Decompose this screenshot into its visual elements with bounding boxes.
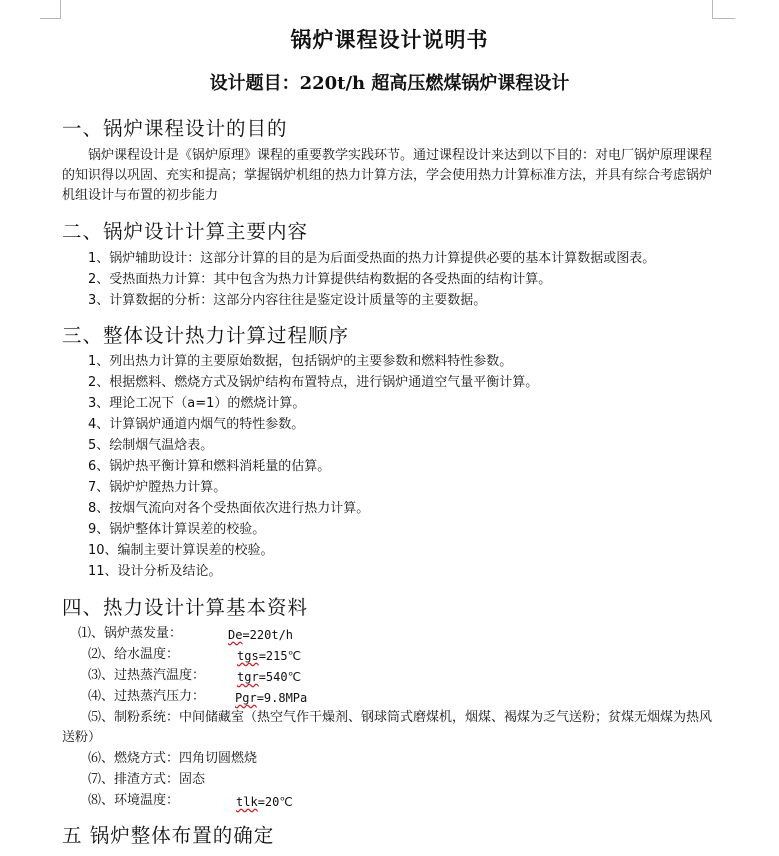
list-item: 11、设计分析及结论。	[88, 564, 222, 579]
section-purpose-paragraph: 锅炉课程设计是《锅炉原理》课程的重要教学实践环节。通过课程设计来达到以下目的：对电厂锅炉原理课程的知识得以巩固、充实和提高；掌握锅炉机组的热力计算方法，学会使用热力计算标准方法，并具有综合考虑锅炉机组设计与布置的初步能力	[62, 148, 713, 203]
spec-value	[237, 646, 301, 666]
spec-value	[235, 688, 307, 708]
spec-superheat-pressure	[88, 687, 308, 707]
spec-label: ⑻、环境温度：	[88, 793, 180, 808]
page-corner-mark-right	[712, 0, 735, 19]
spec-slag-discharge: ⑺、排渣方式：固态	[88, 772, 206, 787]
list-item: 3、计算数据的分析：这部分内容往往是鉴定设计质量等的主要数据。	[88, 293, 487, 308]
section-heading-layout: 五 锅炉整体布置的确定	[62, 824, 275, 847]
list-item: 1、锅炉辅助设计：这部分计算的目的是为后面受热面的热力计算提供必要的基本计算数据或图表。	[88, 251, 656, 266]
section-heading-calc-order: 三、整体设计热力计算过程顺序	[62, 324, 350, 347]
spec-value	[236, 792, 293, 812]
spec-label: ⑷、过热蒸汽压力：	[88, 689, 206, 704]
list-item: 9、锅炉整体计算误差的校验。	[88, 522, 266, 537]
spec-symbol: tgr	[237, 670, 259, 684]
document-subtitle: 设计题目：220t/h 超高压燃煤锅炉课程设计	[209, 73, 570, 94]
spec-label: ⑴、锅炉蒸发量：	[78, 626, 183, 641]
section-heading-main-content: 二、锅炉设计计算主要内容	[62, 220, 309, 243]
spec-number: =220t/h	[242, 628, 294, 642]
spec-value	[228, 625, 293, 645]
spec-number: =215℃	[258, 649, 302, 663]
list-item: 5、绘制烟气温焓表。	[88, 438, 214, 453]
list-item: 10、编制主要计算误差的校验。	[88, 543, 274, 558]
spec-value	[237, 667, 301, 687]
list-item: 3、理论工况下（a=1）的燃烧计算。	[88, 396, 306, 411]
spec-symbol: Pgr	[235, 691, 257, 705]
spec-number: =540℃	[258, 670, 302, 684]
list-item: 1、列出热力计算的主要原始数据，包括锅炉的主要参数和燃料特性参数。	[88, 354, 513, 369]
section-heading-purpose: 一、锅炉课程设计的目的	[62, 117, 288, 140]
list-item: 2、根据燃料、燃烧方式及锅炉结构布置特点，进行锅炉通道空气量平衡计算。	[88, 375, 539, 390]
spec-evaporation	[78, 624, 294, 644]
spec-combustion-mode: ⑹、燃烧方式：四角切圆燃烧	[88, 751, 258, 766]
list-item: 8、按烟气流向对各个受热面依次进行热力计算。	[88, 501, 370, 516]
spec-label: ⑶、过热蒸汽温度：	[88, 668, 206, 683]
spec-symbol: tlk	[236, 795, 258, 809]
page-corner-mark-left	[40, 0, 61, 19]
spec-symbol: De	[228, 628, 243, 642]
document-title: 锅炉课程设计说明书	[290, 27, 489, 52]
section-heading-basic-data: 四、热力设计计算基本资料	[62, 596, 309, 619]
spec-label: ⑵、给水温度：	[88, 647, 180, 662]
spec-ambient-temp	[88, 791, 293, 811]
spec-superheat-temp	[88, 666, 302, 686]
spec-number: =9.8MPa	[256, 691, 308, 705]
spec-feedwater-temp	[88, 645, 302, 665]
spec-number: =20℃	[257, 795, 293, 809]
list-item: 7、锅炉炉膛热力计算。	[88, 480, 227, 495]
list-item: 4、计算锅炉通道内烟气的特性参数。	[88, 417, 305, 432]
spec-symbol: tgs	[237, 649, 259, 663]
list-item: 6、锅炉热平衡计算和燃料消耗量的估算。	[88, 459, 331, 474]
spec-pulverizing-system: ⑸、制粉系统：中间储藏室（热空气作干燥剂、钢球筒式磨煤机，烟煤、褐煤为乏气送粉；贫煤无烟煤为热风送粉）	[62, 710, 713, 745]
list-item: 2、受热面热力计算：其中包含为热力计算提供结构数据的各受热面的结构计算。	[88, 272, 552, 287]
